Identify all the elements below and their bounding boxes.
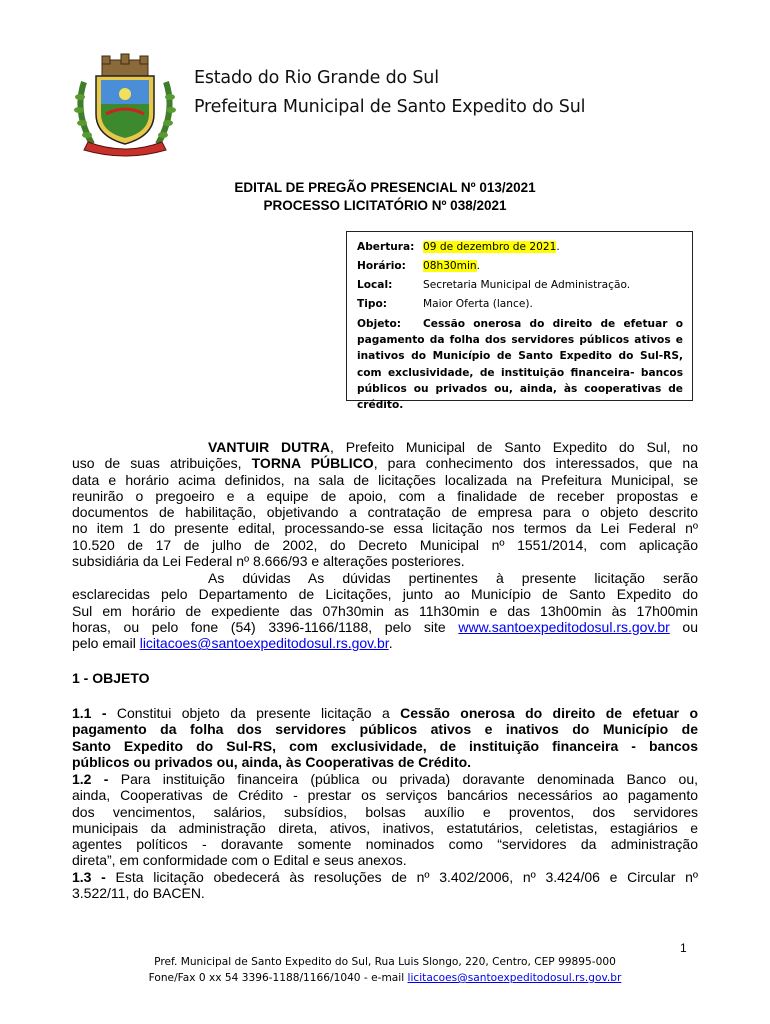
- intro-line: , Prefeito Municipal de Santo Expedito do Sul, no: [330, 439, 698, 455]
- item-1-2: [72, 771, 698, 869]
- footer-contact-text: Fone/Fax 0 xx 54 3396-1188/1166/1040 - e-mail: [148, 972, 408, 984]
- horario-row: [357, 257, 683, 276]
- item-text: pagamento da folha dos servidores públicos ativos e inativos do Município de: [72, 721, 698, 738]
- item-number: 1.1 -: [72, 705, 107, 721]
- objeto-value: Cessão onerosa do direito de efetuar o pagamento da folha dos servidores públicos ativos e inativos do Município de Santo Expedito do Sul-RS, com exclusividade, de instituição financeira- bancos públicos ou privados ou, ainda, às cooperativas de crédito.: [357, 318, 683, 412]
- doubts-line: pelo email: [72, 635, 140, 652]
- tipo-row: [357, 295, 683, 314]
- item-text: Cessão onerosa do direito de efetuar o: [400, 705, 699, 721]
- local-label: Local:: [357, 279, 393, 291]
- doubts-line: .: [388, 635, 393, 652]
- intro-paragraph: [72, 439, 698, 569]
- header-municipality: Prefeitura Municipal de Santo Expedito do Sul: [194, 97, 586, 117]
- doubts-line: Sul em horário de expediente das 07h30min as 11h30min e das 13h00min às 17h00min: [72, 602, 698, 619]
- item-text: Santo Expedito do Sul-RS, com exclusividade, de instituição financeira - bancos: [72, 737, 698, 754]
- intro-line: documentos de habilitação, objetivando a contratação de empresa para o objeto descrito: [72, 504, 698, 521]
- intro-line: no item 1 do presente edital, processando-se essa licitação nos termos da Lei Federal nº: [72, 520, 698, 537]
- page-number: 1: [680, 941, 687, 955]
- intro-line: subsidiária da Lei Federal nº 8.666/93 e alterações posteriores.: [72, 553, 465, 570]
- objeto-label: Objeto:: [357, 318, 401, 330]
- abertura-label: Abertura:: [357, 241, 415, 253]
- item-text: ainda, Cooperativas de Crédito - prestar os serviços bancários necessários ao pagamento: [72, 787, 698, 804]
- torna-publico: TORNA PÚBLICO: [251, 455, 374, 472]
- process-number: PROCESSO LICITATÓRIO Nº 038/2021: [263, 198, 507, 213]
- doubts-line: As dúvidas As dúvidas pertinentes à presente licitação serão: [208, 570, 698, 586]
- intro-line: data e horário acima definidos, na sala de licitações localizada na Prefeitura Municipal, se: [72, 471, 698, 488]
- item-text: públicos ou privados ou, ainda, às Cooperativas de Crédito.: [72, 753, 472, 770]
- header-state: Estado do Rio Grande do Sul: [194, 68, 439, 88]
- local-value: Secretaria Municipal de Administração.: [423, 279, 631, 291]
- item-text: direta”, em conformidade com o Edital e seus anexos.: [72, 852, 407, 869]
- item-1-1: [72, 705, 698, 770]
- abertura-row: [357, 238, 683, 257]
- doubts-paragraph: [72, 570, 698, 651]
- intro-line: 10.520 de 17 de julho de 2002, do Decreto Municipal nº 1551/2014, com aplicação: [72, 536, 698, 553]
- footer-contact: [0, 972, 770, 984]
- abertura-suffix: .: [556, 241, 560, 253]
- horario-label: Horário:: [357, 260, 406, 272]
- document-title: EDITAL DE PREGÃO PRESENCIAL Nº 013/2021: [234, 180, 536, 195]
- item-text: municipais da administração direta, ativos, inativos, estatutários, celetistas, estagiários e: [72, 819, 698, 836]
- item-1-3: [72, 869, 698, 902]
- intro-line: reunirão o pregoeiro e a equipe de apoio, com a finalidade de receber propostas e: [72, 487, 698, 504]
- doubts-line: esclarecidas pelo Departamento de Licitações, junto ao Município de Santo Expedito do: [72, 586, 698, 603]
- info-box: [346, 231, 693, 412]
- tipo-value: Maior Oferta (lance).: [423, 298, 533, 310]
- intro-line: uso de suas atribuições,: [72, 455, 252, 472]
- tipo-label: Tipo:: [357, 298, 387, 310]
- local-row: [357, 276, 683, 295]
- footer-email-link[interactable]: licitacoes@santoexpeditodosul.rs.gov.br: [407, 972, 622, 984]
- doubts-line: ou: [669, 618, 699, 635]
- footer-address: Pref. Municipal de Santo Expedito do Sul, Rua Luis Slongo, 220, Centro, CEP 99895-000: [154, 956, 616, 968]
- item-text: Para instituição financeira (pública ou privada) doravante denominada Banco ou,: [108, 771, 699, 787]
- item-text: Constitui objeto da presente licitação a: [106, 705, 401, 721]
- municipal-coat-of-arms-logo: [70, 52, 180, 157]
- item-text: Esta licitação obedecerá às resoluções de nº 3.402/2006, nº 3.424/06 e Circular nº: [105, 869, 699, 885]
- item-text: agentes políticos - doravante somente nominados como “servidores da administração: [72, 836, 698, 853]
- email-link[interactable]: licitacoes@santoexpeditodosul.rs.gov.br: [139, 635, 389, 652]
- item-text: dos vencimentos, salários, subsídios, bolsas auxílio e proventos, dos servidores: [72, 803, 698, 820]
- horario-value: 08h30min: [423, 260, 477, 272]
- section-heading-objeto: 1 - OBJETO: [72, 670, 150, 686]
- doubts-line: horas, ou pelo fone (54) 3396-1166/1188, pelo site: [72, 618, 459, 635]
- abertura-value: 09 de dezembro de 2021: [423, 241, 557, 253]
- mayor-name: VANTUIR DUTRA: [208, 439, 331, 455]
- horario-suffix: .: [476, 260, 481, 272]
- item-number: 1.2 -: [72, 771, 109, 787]
- item-text: 3.522/11, do BACEN.: [72, 885, 205, 902]
- intro-line: , para conhecimento dos interessados, que na: [373, 455, 699, 472]
- item-number: 1.3 -: [72, 869, 106, 885]
- objeto-block: [357, 316, 683, 413]
- website-link[interactable]: www.santoexpeditodosul.rs.gov.br: [458, 618, 670, 635]
